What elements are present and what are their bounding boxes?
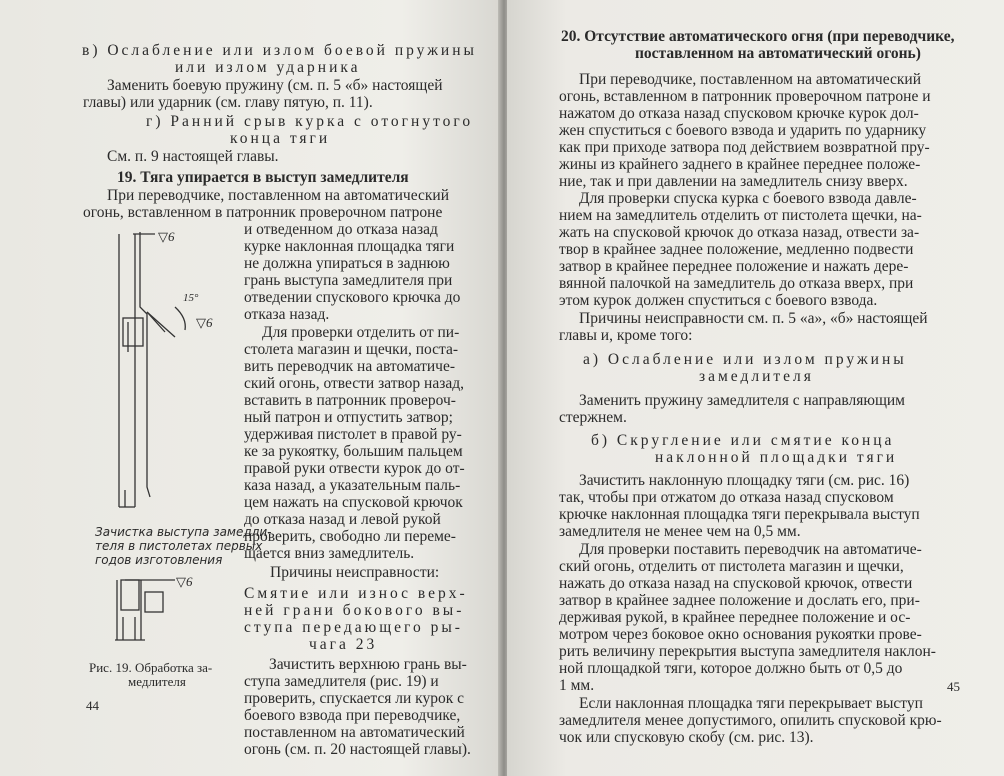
subheading-cause: ступа передающего ры-: [244, 619, 463, 636]
text-line: ный патрон и отпустить затвор;: [244, 409, 453, 426]
text-line: замедлителя менее допустимого, опилить спусковой крю-: [559, 712, 942, 729]
page-number: 44: [86, 698, 99, 713]
text-line: Причины неисправности см. п. 5 «а», «б» настоящей: [579, 310, 928, 327]
text-line: Для проверки поставить переводчик на автоматиче-: [579, 541, 922, 558]
section-heading-19: 19. Тяга упирается в выступ замедлителя: [117, 169, 409, 186]
surface-mark: ▽6: [176, 574, 193, 589]
text-line: щается вниз замедлитель.: [244, 545, 415, 562]
text-line: держивая рукой, в крайнее переднее положение и ос-: [559, 609, 911, 626]
text-line: ступа замедлителя (рис. 19) и: [244, 673, 439, 690]
figure-note: Зачистка выступа замедли-: [95, 525, 272, 539]
text-line: до отказа назад и левой рукой: [244, 511, 441, 528]
subheading-v-cont: или излом ударника: [175, 59, 361, 76]
subheading-b: б) Скругление или смятие конца: [591, 432, 895, 449]
text-line: проверить, свободно ли переме-: [244, 528, 456, 545]
text-line: этом курок должен спуститься с боевого взвода.: [559, 292, 878, 309]
figure-19-drawing: [95, 222, 245, 682]
text-line: жать на спусковой крючок до отказа назад, отвести за-: [559, 224, 920, 241]
text-line: нажать до отказа назад на спусковой крючок, отвести: [559, 575, 913, 592]
angle-mark: 15°: [183, 292, 199, 304]
surface-mark: ▽6: [196, 315, 213, 330]
text-line: Зачистить верхнюю грань вы-: [269, 656, 467, 673]
figure-note: годов изготовления: [95, 553, 223, 567]
text-line: поставленном на автоматический: [244, 724, 465, 741]
text-line: огонь (см. п. 20 настоящей главы).: [244, 741, 471, 758]
subheading-cause: чага 23: [309, 636, 378, 653]
text-line: отведении спускового крючка до: [244, 289, 461, 306]
text-line: твор в крайнее заднее положение, медленно подвести: [559, 241, 914, 258]
text-line: мотром через боковое окно основания рукоятки прове-: [559, 626, 922, 643]
text-line: Заменить пружину замедлителя с направляющим: [579, 392, 905, 409]
figure-note: теля в пистолетах первых: [95, 539, 263, 553]
text-line: ский огонь, отвести затвор назад,: [244, 375, 464, 392]
subheading-cause: ней грани бокового вы-: [244, 602, 465, 619]
text-line: затвор в крайнее заднее положение и дослать его, при-: [559, 592, 920, 609]
text-line: столета магазин и щечки, поста-: [244, 341, 459, 358]
text-line: Для проверки отделить от пи-: [262, 324, 460, 341]
text-line: ние, так и при давлении на замедлитель снизу вверх.: [559, 173, 908, 190]
text-line: цем нажать на спусковой крючок: [244, 494, 463, 511]
subheading-a: а) Ослабление или излом пружины: [583, 351, 907, 368]
text-line: чок или спусковую скобу (см. рис. 13).: [559, 729, 814, 746]
text-line: жины из крайнего заднего в крайнее переднее положе-: [559, 156, 921, 173]
text-line: удерживая пистолет в правой ру-: [244, 426, 462, 443]
subheading-b-cont: наклонной площадки тяги: [655, 449, 898, 466]
text-line: не должна упираться в заднюю: [244, 255, 450, 272]
text-line: вить переводчик на автоматиче-: [244, 358, 456, 375]
right-page: [507, 0, 1004, 776]
text-line: ский огонь, отделить от пистолета магазин и щечки,: [559, 558, 904, 575]
text-line: проверить, спускается ли курок с: [244, 690, 464, 707]
text-line: При переводчике, поставленном на автоматический: [107, 187, 449, 204]
text-line: как при приходе затвора под действием возвратной пру-: [559, 139, 930, 156]
subheading-cause: Смятие или износ верх-: [244, 585, 468, 602]
text-line: стержнем.: [559, 409, 627, 426]
text-line: огонь, вставленном в патронник проверочном патроне: [83, 204, 443, 221]
text-line: главы) или ударник (см. главу пятую, п. 11).: [83, 94, 373, 111]
text-line: Заменить боевую пружину (см. п. 5 «б» настоящей: [107, 77, 443, 94]
surface-mark: ▽6: [158, 229, 175, 244]
text-line: так, чтобы при отжатом до отказа назад спусковом: [559, 489, 894, 506]
text-line: ке за рукоятку, большим пальцем: [244, 443, 463, 460]
text-line: отказа назад.: [244, 306, 330, 323]
text-line: огонь, вставленном в патронник проверочном патроне и: [559, 88, 931, 105]
text-line: боевого взвода при переводчике,: [244, 707, 461, 724]
text-line: вянной палочкой на замедлитель до отказа вверх, при: [559, 275, 914, 292]
subheading-a-cont: замедлителя: [699, 368, 814, 385]
text-line: жен спуститься с боевого взвода и ударить по ударнику: [559, 122, 927, 139]
text-line: главы и, кроме того:: [559, 327, 693, 344]
figure-caption: Рис. 19. Обработка за-: [89, 660, 213, 675]
text-line: каза назад, а указательным паль-: [244, 477, 461, 494]
section-heading-20-cont: поставленном на автоматический огонь): [635, 45, 921, 62]
text-line: правой руки отвести курок до от-: [244, 460, 465, 477]
subheading-g-cont: конца тяги: [230, 130, 331, 147]
text-line: При переводчике, поставленном на автоматический: [579, 71, 921, 88]
text-line: Для проверки спуска курка с боевого взвода давле-: [579, 190, 917, 207]
text-line: См. п. 9 настоящей главы.: [107, 148, 279, 165]
text-line: и отведенном до отказа назад: [244, 221, 438, 238]
text-line: Причины неисправности:: [270, 564, 440, 581]
text-line: вставить в патронник провероч-: [244, 392, 456, 409]
text-line: рить величину перекрытия выступа замедлителя наклон-: [559, 643, 936, 660]
text-line: крючке наклонная площадка тяги перекрывала выступ: [559, 506, 920, 523]
text-line: Зачистить наклонную площадку тяги (см. рис. 16): [579, 472, 910, 489]
subheading-v: в) Ослабление или излом боевой пружины: [82, 42, 477, 59]
text-line: замедлителя не менее чем на 0,5 мм.: [559, 523, 801, 540]
text-line: 1 мм.: [559, 677, 595, 694]
text-line: нием на замедлитель отделить от пистолета щечки, на-: [559, 207, 922, 224]
section-heading-20: 20. Отсутствие автоматического огня (при переводчике,: [561, 28, 955, 45]
text-line: ной площадкой тяги, которое должно быть от 0,5 до: [559, 660, 903, 677]
subheading-g: г) Ранний срыв курка с отогнутого: [146, 113, 474, 130]
text-line: затвор в крайнее переднее положение и нажать дере-: [559, 258, 909, 275]
text-line: курке наклонная площадка тяги: [244, 238, 455, 255]
text-line: грань выступа замедлителя при: [244, 272, 453, 289]
text-line: Если наклонная площадка тяги перекрывает выступ: [579, 695, 923, 712]
text-line: нажатом до отказа назад спусковом крючке курок дол-: [559, 105, 919, 122]
page-number: 45: [947, 679, 960, 694]
figure-caption: медлителя: [128, 674, 186, 689]
